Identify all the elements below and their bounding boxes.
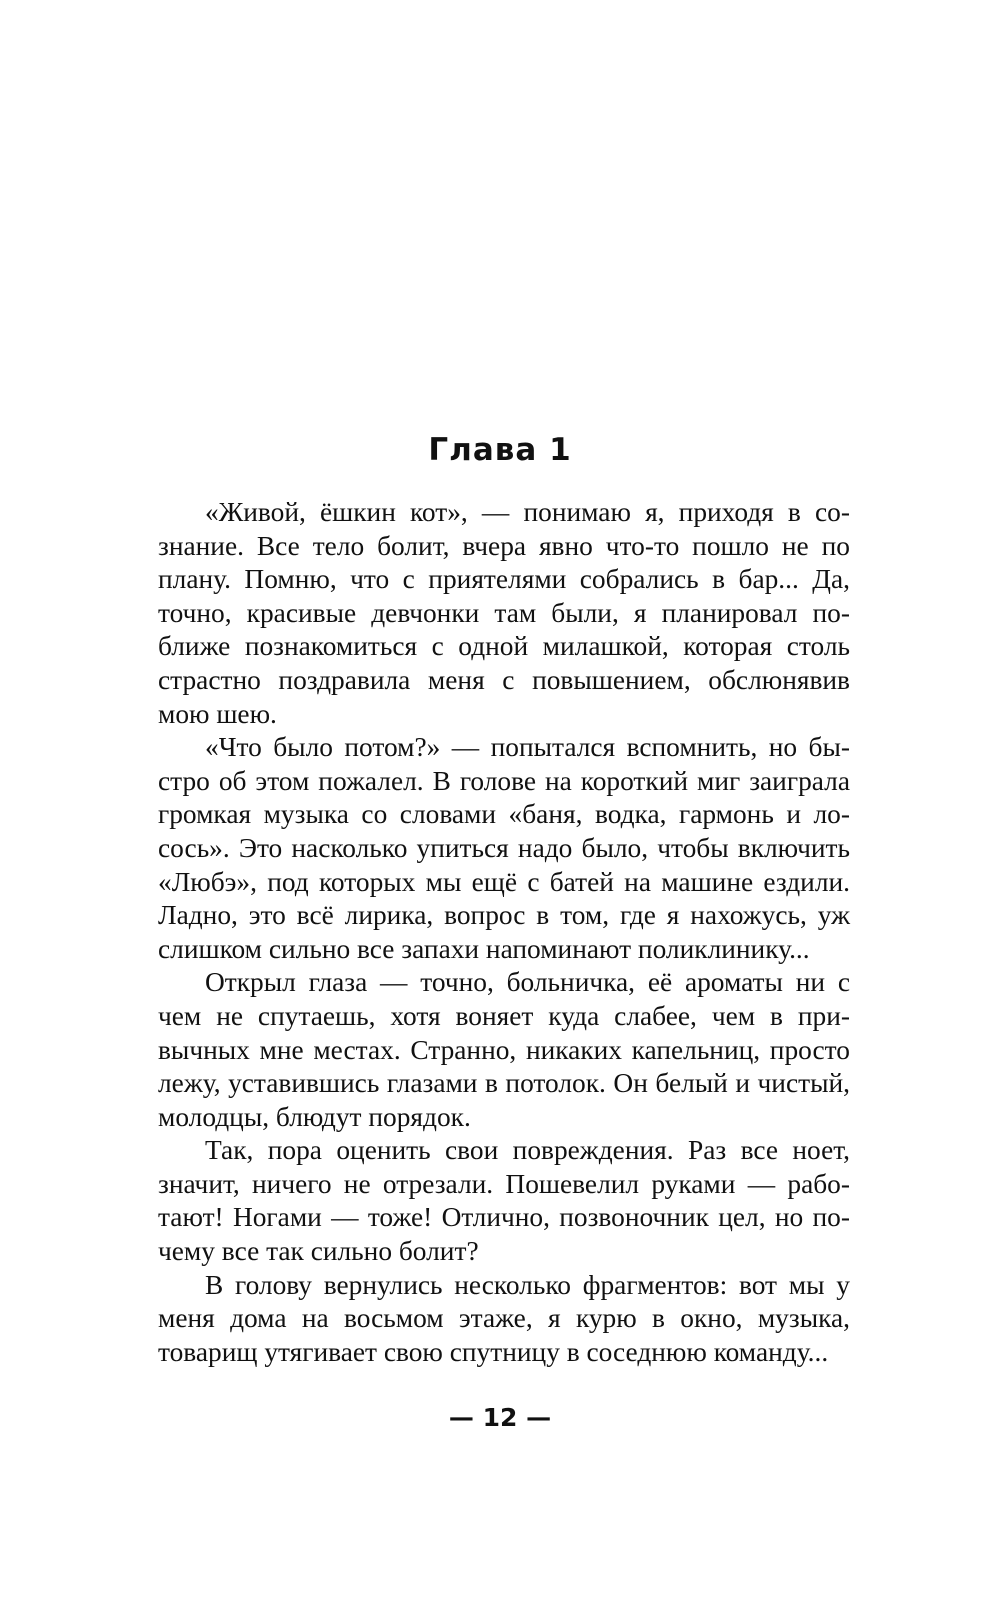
paragraph: «Что было потом?» — попытался вспомнить, но быстро об этом пожалел. В голове на короткий миг заиграла громкая музыка со словами «баня, водка, гармонь и лосось». Это насколько упиться надо было, чтобы включить «Любэ», под которых мы ещё с батей на машине ездили. Ладно, это всё лирика, вопрос в том, где я нахожусь, уж слишком сильно все запахи напоминают поликлинику... [158, 732, 850, 964]
chapter-title: Глава 1 [428, 432, 572, 468]
page-number: — 12 — [448, 1403, 552, 1432]
paragraph: Открыл глаза — точно, больничка, её ароматы ни с чем не спутаешь, хотя воняет куда слабее, чем в привычных мне местах. Странно, никаких капельниц, просто лежу, уставившись глазами в потолок. Он белый и чистый, молодцы, блюдут порядок. [158, 967, 850, 1132]
chapter-body [158, 496, 850, 1369]
paragraph: «Живой, ёшкин кот», — понимаю я, приходя в сознание. Все тело болит, вчера явно что-то пошло не по плану. Помню, что с приятелями собрались в бар... Да, точно, красивые девчонки там были, я планировал поближе познакомиться с одной милашкой, которая столь страстно поздравила меня с повышением, обслюнявив мою шею. [158, 497, 850, 729]
paragraph: В голову вернулись несколько фрагментов: вот мы у меня дома на восьмом этаже, я курю в окно, музыка, товарищ утягивает свою спутницу в соседнюю команду... [158, 1269, 850, 1367]
paragraph: Так, пора оценить свои повреждения. Раз все ноет, значит, ничего не отрезали. Пошевелил руками — работают! Ногами — тоже! Отлично, позвоночник цел, но почему все так сильно болит? [158, 1135, 850, 1267]
